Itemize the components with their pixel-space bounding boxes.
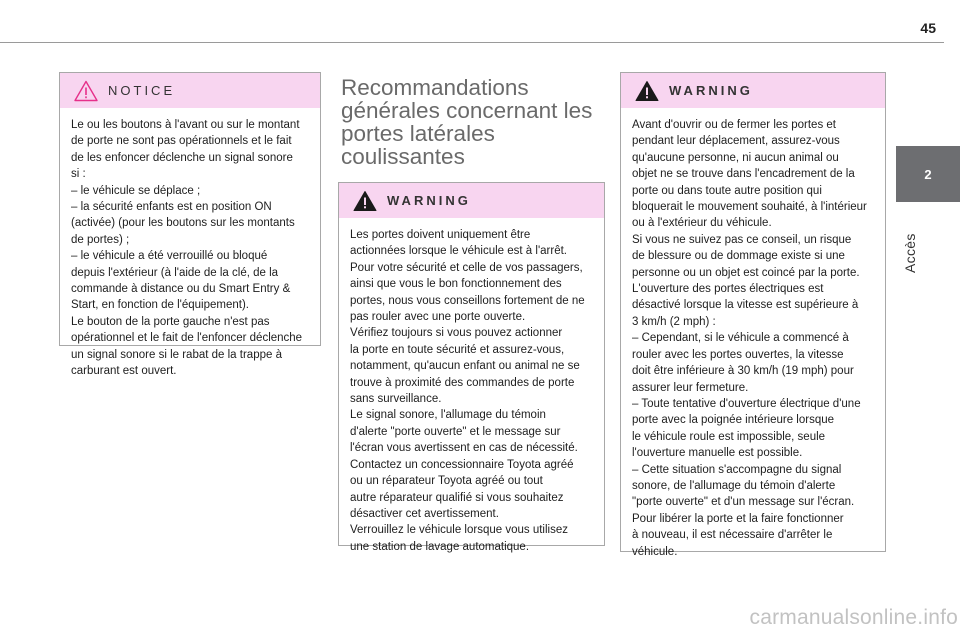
page-number: 45 <box>920 20 936 36</box>
warning-text-right: Avant d'ouvrir ou de fermer les portes et pendant leur déplacement, assurez-vous qu'aucune personne, ni aucun animal ou objet ne se trouve dans l'encadrement de la porte ou dans toute autre position qui bloquerait le mouvement souhaité, à l'intérieur ou à l'extérieur du véhicule. Si vous ne suivez pas ce conseil, un risque de blessure ou de dommage existe si une personne ou un objet est coincé par la porte. L'ouverture des portes électriques est désactivé lorsque la vitesse est supérieure à 3 km/h (2 mph) : – Cependant, si le véhicule a commencé à rouler avec les portes ouvertes, la vitesse doit être inférieure à 30 km/h (19 mph) pour assurer leur fermeture. – Toute tentative d'ouverture électrique d'une porte avec la poignée intérieure lorsque le véhicule roule est impossible, seule l'ouverture manuelle est possible. – Cette situation s'accompagne du signal sonore, de l'allumage du témoin d'alerte "porte ouverte" et d'un message sur l'écran. Pour libérer la porte et la faire fonctionner à nouveau, il est nécessaire d'arrêter le véhicule. <box>632 119 867 558</box>
chapter-number: 2 <box>924 166 932 182</box>
chapter-title: Accès <box>902 233 918 273</box>
chapter-tab[interactable] <box>896 146 960 202</box>
notice-text: Le ou les boutons à l'avant ou sur le montant de porte ne sont pas opérationnels et le fait de les enfoncer déclenche un signal sonore si : – le véhicule se déplace ; – la sécurité enfants est en position ON (activée) (pour les boutons sur les montants de portes) ; – le véhicule a été verrouillé ou bloqué depuis l'extérieur (à l'aide de la clé, de la commande à distance ou du Smart Entry & Start, en fonction de l'équipement). Le bouton de la porte gauche n'est pas opérationnel et le fait de l'enfoncer déclenche un signal sonore si le rabat de la trappe à carburant est ouvert. <box>71 119 303 378</box>
header-divider <box>0 42 944 43</box>
warning-title-middle: WARNING <box>387 193 471 208</box>
warning-box-middle <box>338 182 605 553</box>
warning-triangle-filled-icon <box>635 80 659 102</box>
warning-header-middle <box>339 183 604 218</box>
warning-text-middle: Les portes doivent uniquement être actionnées lorsque le véhicule est à l'arrêt. Pour votre sécurité et celle de vos passagers, ainsi que vous le bon fonctionnement des portes, nous vous conseillons fortement de ne pas rouler avec une porte ouverte. Vérifiez toujours si vous pouvez actionner la porte en toute sécurité et assurez-vous, notamment, qu'aucun enfant ou animal ne se trouve à proximité des commandes de porte sans surveillance. Le signal sonore, l'allumage du témoin d'alerte "porte ouverte" et le message sur l'écran vous avertissent en cas de nécessité. Contactez un concessionnaire Toyota agréé ou un réparateur Toyota agréé ou tout autre réparateur qualifié si vous souhaitez désactiver cet avertissement. Verrouillez le véhicule lorsque vous utilisez une station de lavage automatique. <box>350 229 585 553</box>
watermark: carmanualsonline.info <box>749 606 958 629</box>
warning-triangle-filled-icon <box>353 190 377 212</box>
warning-box-right <box>620 72 886 558</box>
section-title: Recommandations générales concernant les portes latérales coulissantes <box>341 75 593 169</box>
warning-title-right: WARNING <box>669 83 753 98</box>
notice-header <box>60 73 320 108</box>
notice-box <box>59 72 321 378</box>
warning-header-right <box>621 73 885 108</box>
notice-title: NOTICE <box>108 83 176 98</box>
warning-triangle-outline-icon <box>74 80 98 102</box>
